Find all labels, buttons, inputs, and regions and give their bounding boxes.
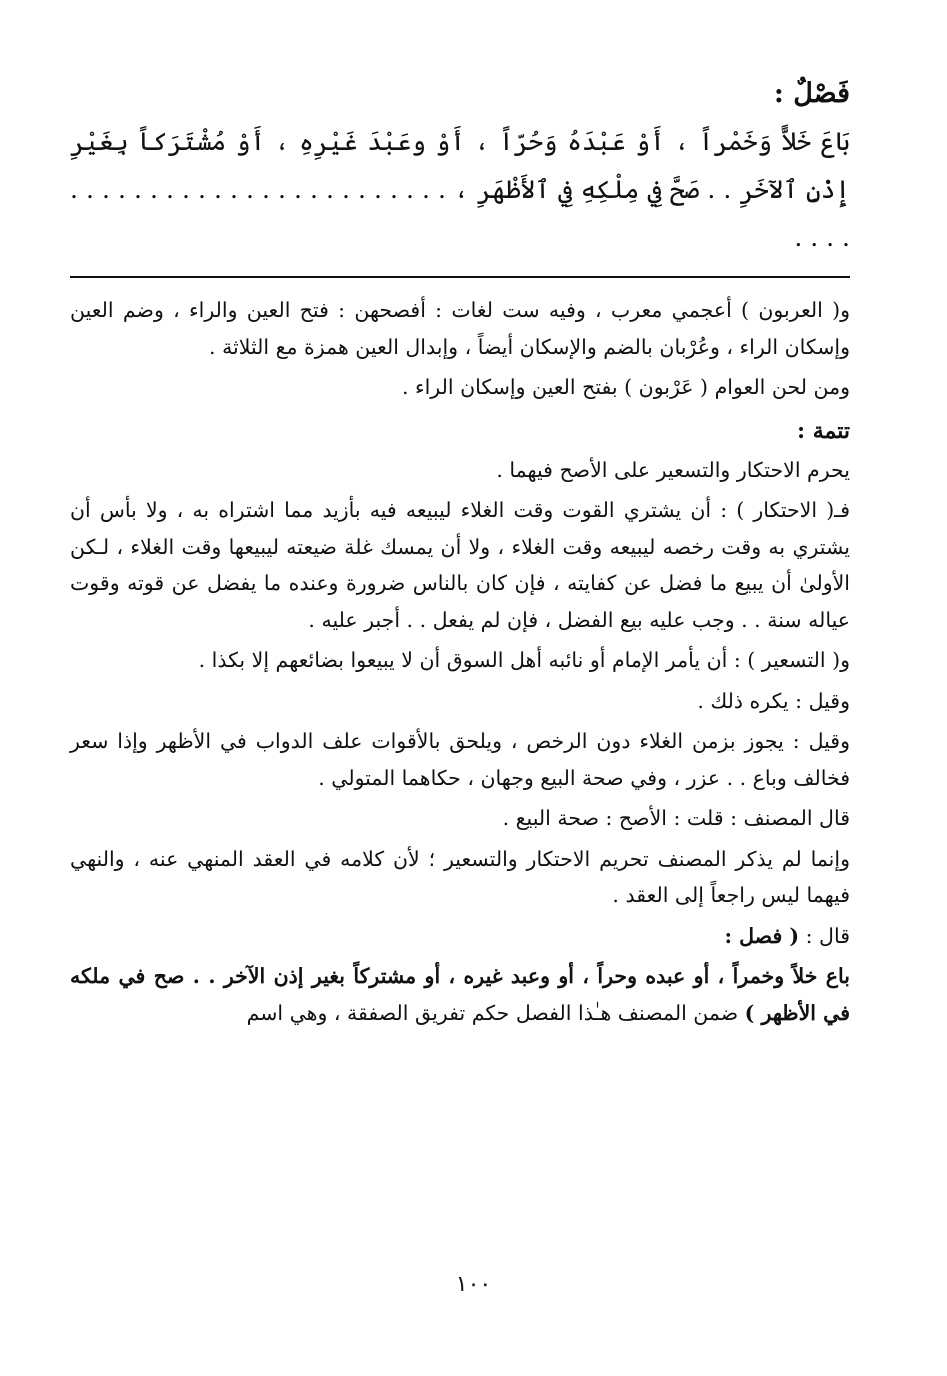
commentary-paragraph-2: ومن لحن العوام ( عَرْبون ) بفتح العين وإسكان الراء .	[401, 375, 850, 399]
matn-text: بَاعَ خَلاًّ وَخَمْراً ، أَوْ عَبْدَهُ وَحُرّاً ، أَوْ وعَبْدَ غَيْرِهِ ، أَوْ مُشْتَرَكاً بِغَيْرِ إِذْنِ ٱلآخَرِ . . صَحَّ فِي مِلْكِهِ فِي ٱلأَظْهَرِ ، . . . . . . . . . . . . . . . . . . . . . . . . . . . .	[70, 127, 850, 252]
quoted-matn: باع خلاً وخمراً ، أو عبده وحراً ، أو وعبد غيره ، أو مشتركاً بغير إذن الآخر . . صح في ملكه في الأظهر )	[70, 964, 850, 1025]
commentary-paragraph-10	[70, 918, 850, 955]
commentary-paragraph-4: فـ( الاحتكار ) : أن يشتري القوت وقت الغلاء ليبيعه فيه بأزيد مما اشتراه به ، ولا بأس أن يشتري به وقت رخصه ليبيعه وقت الغلاء ، ولا أن يمسك غلة ضيعته ليبيعها وقت الغلاء ، لـكن الأولىٰ أن يبيع ما فضل عن كفايته ، فإن كان بالناس ضرورة وعنده ما يفضل عن قوته وقوت عياله سنة . . وجب عليه بيع الفضل ، فإن لم يفعل . . أجبر عليه .	[70, 498, 850, 632]
matn-heading: فَصْلٌ :	[773, 78, 850, 109]
commentary-continuation: ضمن المصنف هـٰذا الفصل حكم تفريق الصفقة ، وهي اسم	[246, 1000, 745, 1025]
tatimma-heading: تتمة :	[796, 417, 850, 444]
page-number: ١٠٠	[455, 1272, 492, 1297]
quoted-heading: ( فصل :	[724, 923, 800, 948]
quote-intro: قال :	[799, 923, 850, 948]
commentary-paragraph-3: يحرم الاحتكار والتسعير على الأصح فيهما .	[496, 457, 850, 482]
commentary-paragraph-11	[70, 958, 850, 1031]
commentary-paragraph-1: و( العربون ) أعجمي معرب ، وفيه ست لغات : أفصحهن : فتح العين والراء ، وضم العين وإسكان الراء ، وعُرْبان بالضم والإسكان أيضاً ، وإبدال العين همزة مع الثلاثة .	[70, 298, 850, 359]
commentary-paragraph-8: قال المصنف : قلت : الأصح : صحة البيع .	[502, 806, 850, 830]
commentary-paragraph-6: وقيل : يكره ذلك .	[697, 688, 850, 713]
page-body	[70, 60, 850, 1035]
divider	[70, 276, 850, 278]
commentary-paragraph-9: وإنما لم يذكر المصنف تحريم الاحتكار والتسعير ؛ لأن كلامه في العقد المنهي عنه ، والنهي فيهما ليس راجعاً إلى العقد .	[70, 846, 850, 907]
commentary-paragraph-5: و( التسعير ) : أن يأمر الإمام أو نائبه أهل السوق أن لا يبيعوا بضائعهم إلا بكذا .	[198, 648, 850, 672]
commentary-paragraph-7: وقيل : يجوز بزمن الغلاء دون الرخص ، ويلحق بالأقوات علف الدواب في الأظهر وإذا سعر فخالف وباع . . عزر ، وفي صحة البيع وجهان ، حكاهما المتولي .	[70, 729, 850, 790]
